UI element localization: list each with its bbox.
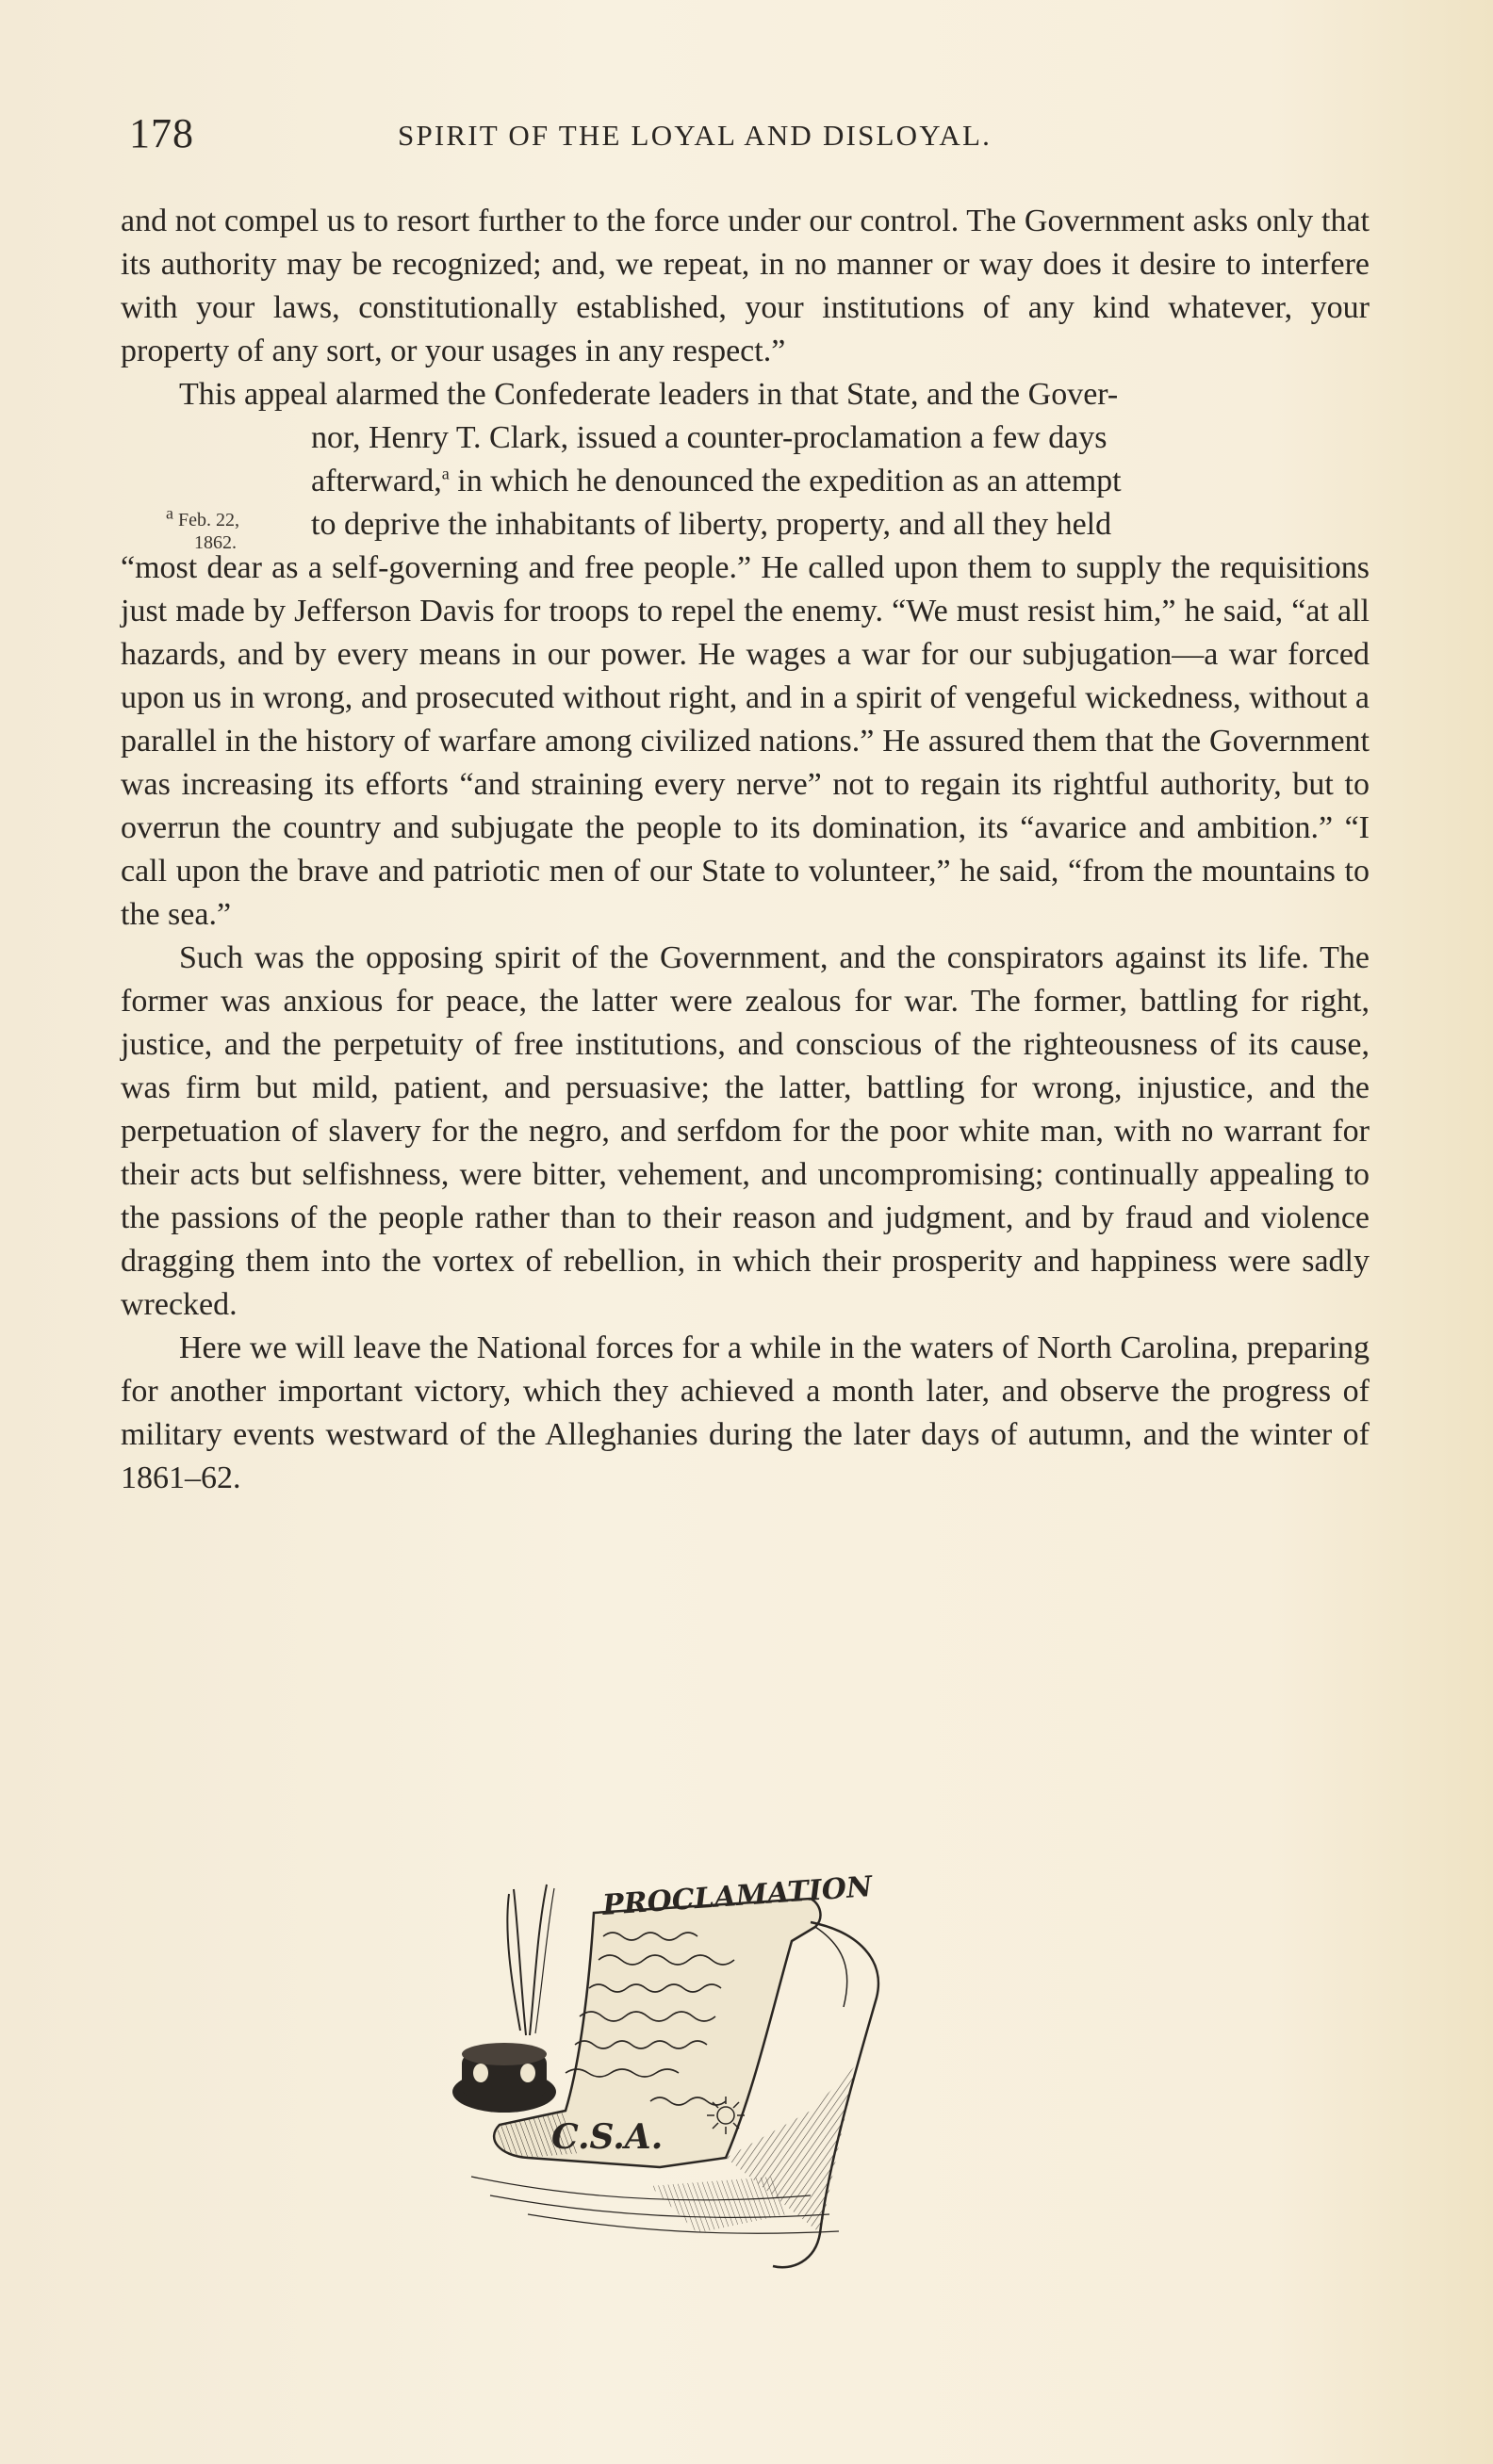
- paragraph-2-line-1: This appeal alarmed the Confederate leaders in that State, and the Gover-: [179, 377, 1119, 412]
- margin-note-marker: a: [166, 503, 173, 523]
- paragraph-2-afterward: afterward,: [311, 464, 442, 498]
- margin-note-date: Feb. 22,: [178, 510, 239, 530]
- body-text: [121, 200, 1370, 1500]
- proclamation-engraving: [415, 1875, 1018, 2280]
- scroll-icon: [494, 1899, 878, 2267]
- inkwell-icon: [452, 2043, 556, 2113]
- proclamation-banner: PROCLAMATION: [601, 1875, 874, 1922]
- paragraph-4: Here we will leave the National forces for a while in the waters of North Carolina, preparing for another important victory, which they achieved a month later, and observe the progress of military events westward of the Alleghanies during the later days of autumn, and the winter of 1861–62.: [121, 1330, 1370, 1495]
- paragraph-2-line-3-rest: in which he denounced the expedition as an attempt: [457, 464, 1122, 498]
- paragraph-2-line-3: [121, 460, 1370, 503]
- paragraph-3: Such was the opposing spirit of the Government, and the conspirators against its life. The former was anxious for peace, the latter were zealous for war. The former, battling for right, justice, and the perpetuity of free institutions, and conscious of the righteousness of its cause, was firm but mild, patient, and persuasive; the latter, battling for wrong, injustice, and the perpetuation of slavery for the negro, and serfdom for the poor white man, with no warrant for their acts but selfishness, were bitter, vehement, and uncompromising; continually appealing to the passions of the people rather than to their reason and judgment, and by fraud and violence dragging them into the vortex of rebellion, in which their prosperity and happiness were sadly wrecked.: [121, 940, 1370, 1322]
- page-header: [129, 109, 1128, 166]
- paragraph-2-line-2: nor, Henry T. Clark, issued a counter-proclamation a few days: [311, 420, 1107, 455]
- csa-seal: C.S.A.: [551, 2117, 664, 2157]
- paragraph-2-line-4: to deprive the inhabitants of liberty, property, and all they held: [311, 507, 1112, 542]
- running-head: SPIRIT OF THE LOYAL AND DISLOYAL.: [398, 119, 993, 152]
- quill-icon: [507, 1885, 554, 2035]
- margin-note-year: 1862.: [194, 532, 237, 553]
- paragraph-1: and not compel us to resort further to the force under our control. The Government asks only that its authority may be recognized; and, we repeat, in no manner or way does it desire to interfere with your laws, constitutionally established, your institutions of any kind whatever, your property of any sort, or your usages in any respect.”: [121, 204, 1370, 368]
- footnote-marker: a: [441, 464, 450, 483]
- paragraph-2-continued: “most dear as a self-governing and free people.” He called upon them to supply the requisitions just made by Jefferson Davis for troops to repel the enemy. “We must resist him,” he said, “at all hazards, and by every means in our power. He wages a war for our subjugation—a war forced upon us in wrong, and prosecuted without right, and in a spirit of vengeful wickedness, without a parallel in the history of warfare among civilized nations.” He assured them that the Government was increasing its efforts “and straining every nerve” not to regain its rightful authority, but to overrun the country and subjugate the people to its domination, its “avarice and ambition.” “I call upon the brave and patriotic men of our State to volunteer,” he said, “from the mountains to the sea.”: [121, 550, 1370, 932]
- proclamation-illustration: [415, 1875, 1018, 2280]
- page-number: 178: [129, 110, 194, 156]
